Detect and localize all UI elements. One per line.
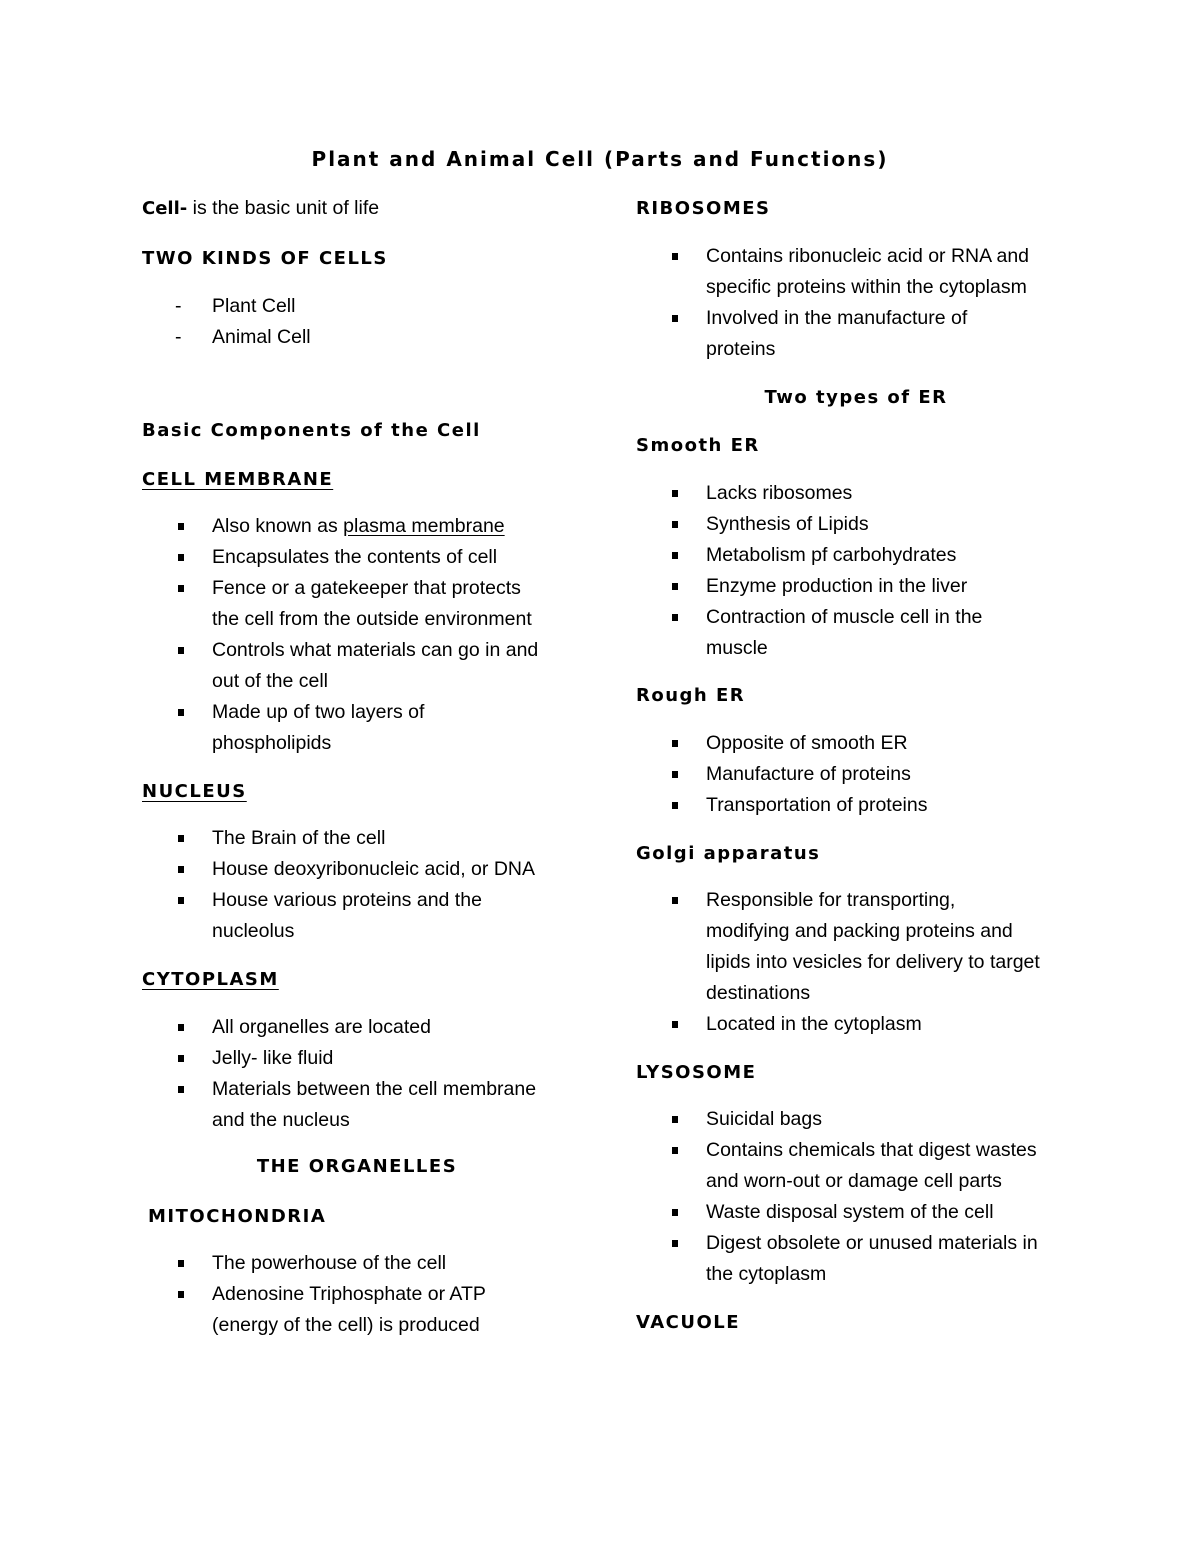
cytoplasm-heading-text: CYTOPLASM [142, 969, 279, 990]
list-item [142, 573, 572, 635]
basic-components-heading-block [142, 415, 572, 446]
list-item-text: Also known as [212, 515, 344, 537]
square-bullet [672, 1021, 678, 1028]
list-item-text: Fence or a gatekeeper that protects [212, 577, 521, 599]
rough-er-section [636, 680, 1076, 821]
list-item-text: and worn-out or damage cell parts [706, 1170, 1002, 1192]
dash-bullet: - [175, 326, 182, 348]
nucleus-list [142, 823, 572, 947]
underlined-term: plasma membrane [343, 515, 505, 537]
square-bullet [672, 740, 678, 747]
list-item-text: Manufacture of proteins [706, 763, 911, 785]
list-item-text: modifying and packing proteins and [706, 920, 1013, 942]
list-item-text: Contains chemicals that digest wastes [706, 1139, 1037, 1161]
list-item-text: Suicidal bags [706, 1108, 822, 1130]
list-item [636, 1009, 1076, 1040]
list-item [636, 1197, 1076, 1228]
list-item-text: lipids into vesicles for delivery to target [706, 951, 1040, 973]
golgi-section [636, 838, 1076, 1040]
list-item [636, 241, 1076, 303]
smooth-er-section [636, 430, 1076, 664]
list-item [636, 728, 1076, 759]
list-item [142, 1012, 572, 1043]
list-item-text: Materials between the cell membrane [212, 1078, 537, 1100]
list-item [636, 885, 1076, 1009]
list-item-text: Located in the cytoplasm [706, 1013, 922, 1035]
cytoplasm-section [142, 964, 572, 1136]
rough-er-list [636, 728, 1076, 821]
list-item-text: Encapsulates the contents of cell [212, 546, 498, 568]
list-item-text: House various proteins and the [212, 889, 482, 911]
list-item-text: All organelles are located [212, 1016, 431, 1038]
square-bullet [672, 802, 678, 809]
list-item-text: Enzyme production in the liver [706, 575, 968, 597]
list-item [142, 1074, 572, 1136]
er-types-heading: Two types of ER [764, 387, 948, 408]
square-bullet [672, 1147, 678, 1154]
list-item-text: the cell from the outside environment [212, 608, 532, 630]
organelles-heading: THE ORGANELLES [256, 1156, 458, 1177]
list-item [636, 540, 1076, 571]
list-item [142, 291, 572, 322]
golgi-heading: Golgi apparatus [636, 843, 821, 864]
list-item-text: Involved in the manufacture of [706, 307, 968, 329]
lysosome-list [636, 1104, 1076, 1290]
list-item-text: muscle [706, 637, 768, 659]
list-item [636, 790, 1076, 821]
square-bullet [178, 1024, 184, 1031]
list-item [142, 1248, 572, 1279]
square-bullet [672, 253, 678, 260]
cell-definition-text: is the basic unit of life [187, 197, 380, 219]
rough-er-heading: Rough ER [636, 685, 746, 706]
lysosome-heading: LYSOSOME [636, 1062, 757, 1083]
ribosomes-section [636, 193, 1076, 365]
square-bullet [672, 490, 678, 497]
two-kinds-list [142, 291, 572, 353]
list-item [636, 759, 1076, 790]
cell-membrane-list [142, 511, 572, 759]
vacuole-section [636, 1307, 1076, 1338]
cytoplasm-list [142, 1012, 572, 1136]
square-bullet [178, 523, 184, 530]
cytoplasm-heading [142, 964, 572, 995]
list-item [142, 635, 572, 697]
list-item [636, 303, 1076, 365]
square-bullet [178, 709, 184, 716]
ribosomes-heading: RIBOSOMES [636, 198, 771, 219]
two-kinds-heading: TWO KINDS OF CELLS [142, 248, 388, 269]
list-item-text: Synthesis of Lipids [706, 513, 869, 535]
basic-components-heading: Basic Components of the Cell [142, 420, 481, 441]
list-item-text: Animal Cell [212, 326, 311, 348]
list-item [142, 854, 572, 885]
list-item [142, 823, 572, 854]
list-item [142, 1043, 572, 1074]
square-bullet [672, 552, 678, 559]
square-bullet [178, 554, 184, 561]
cell-membrane-section [142, 464, 572, 759]
list-item [142, 697, 572, 759]
square-bullet [178, 835, 184, 842]
smooth-er-heading: Smooth ER [636, 435, 760, 456]
list-item-text: The Brain of the cell [212, 827, 386, 849]
list-item [142, 1279, 572, 1341]
square-bullet [672, 521, 678, 528]
nucleus-section [142, 776, 572, 947]
page-title: Plant and Animal Cell (Parts and Functions) [311, 147, 889, 171]
list-item-text: Made up of two layers of [212, 701, 425, 723]
square-bullet [672, 1116, 678, 1123]
list-item-text: and the nucleus [212, 1109, 350, 1131]
list-item-text: Contains ribonucleic acid or RNA and [706, 245, 1030, 267]
list-item-text: Plant Cell [212, 295, 296, 317]
list-item-text: Waste disposal system of the cell [706, 1201, 994, 1223]
square-bullet [178, 1291, 184, 1298]
list-item-text: phospholipids [212, 732, 332, 754]
list-item [142, 542, 572, 573]
list-item [636, 1228, 1076, 1290]
square-bullet [672, 897, 678, 904]
cell-membrane-heading [142, 464, 572, 495]
list-item-text: destinations [706, 982, 811, 1004]
lysosome-section [636, 1057, 1076, 1290]
square-bullet [178, 1055, 184, 1062]
list-item-text: Transportation of proteins [706, 794, 928, 816]
mitochondria-list-block [142, 1248, 572, 1341]
mitochondria-section [148, 1201, 572, 1232]
list-item-text: Adenosine Triphosphate or ATP [212, 1283, 486, 1305]
list-item [142, 885, 572, 947]
list-item-text: (energy of the cell) is produced [212, 1314, 480, 1336]
list-item-text: Lacks ribosomes [706, 482, 853, 504]
cell-definition [142, 193, 572, 224]
ribosomes-list [636, 241, 1076, 365]
list-item-text: Jelly- like fluid [212, 1047, 334, 1069]
square-bullet [178, 1086, 184, 1093]
mitochondria-list [142, 1248, 572, 1341]
smooth-er-list [636, 478, 1076, 664]
list-item [636, 602, 1076, 664]
list-item [636, 478, 1076, 509]
list-item [142, 322, 572, 353]
square-bullet [178, 585, 184, 592]
list-item-text: proteins [706, 338, 776, 360]
list-item-text: The powerhouse of the cell [212, 1252, 447, 1274]
square-bullet [178, 897, 184, 904]
two-kinds-section [142, 243, 572, 353]
list-item-text: Opposite of smooth ER [706, 732, 908, 754]
list-item-text: Controls what materials can go in and [212, 639, 539, 661]
nucleus-heading-text: NUCLEUS [142, 781, 247, 802]
square-bullet [178, 866, 184, 873]
list-item-text: nucleolus [212, 920, 295, 942]
nucleus-heading [142, 776, 572, 807]
organelles-heading-block [142, 1151, 572, 1182]
square-bullet [672, 771, 678, 778]
list-item-text: the cytoplasm [706, 1263, 827, 1285]
dash-bullet: - [175, 295, 182, 317]
square-bullet [178, 647, 184, 654]
square-bullet [178, 1260, 184, 1267]
list-item [636, 571, 1076, 602]
square-bullet [672, 583, 678, 590]
golgi-list [636, 885, 1076, 1040]
list-item [636, 1104, 1076, 1135]
list-item-text: Contraction of muscle cell in the [706, 606, 983, 628]
square-bullet [672, 1209, 678, 1216]
list-item [142, 511, 572, 542]
er-types-heading-block [636, 382, 1076, 413]
cell-membrane-heading-text: CELL MEMBRANE [142, 469, 334, 490]
vacuole-heading: VACUOLE [636, 1312, 741, 1333]
square-bullet [672, 614, 678, 621]
list-item-text: specific proteins within the cytoplasm [706, 276, 1027, 298]
list-item-text: Digest obsolete or unused materials in [706, 1232, 1038, 1254]
mitochondria-heading: MITOCHONDRIA [148, 1206, 327, 1227]
square-bullet [672, 315, 678, 322]
list-item-text: Metabolism pf carbohydrates [706, 544, 957, 566]
list-item-text: out of the cell [212, 670, 328, 692]
cell-term: Cell- [142, 198, 188, 219]
square-bullet [672, 1240, 678, 1247]
list-item [636, 1135, 1076, 1197]
list-item [636, 509, 1076, 540]
list-item-text: Responsible for transporting, [706, 889, 956, 911]
list-item-text: House deoxyribonucleic acid, or DNA [212, 858, 535, 880]
